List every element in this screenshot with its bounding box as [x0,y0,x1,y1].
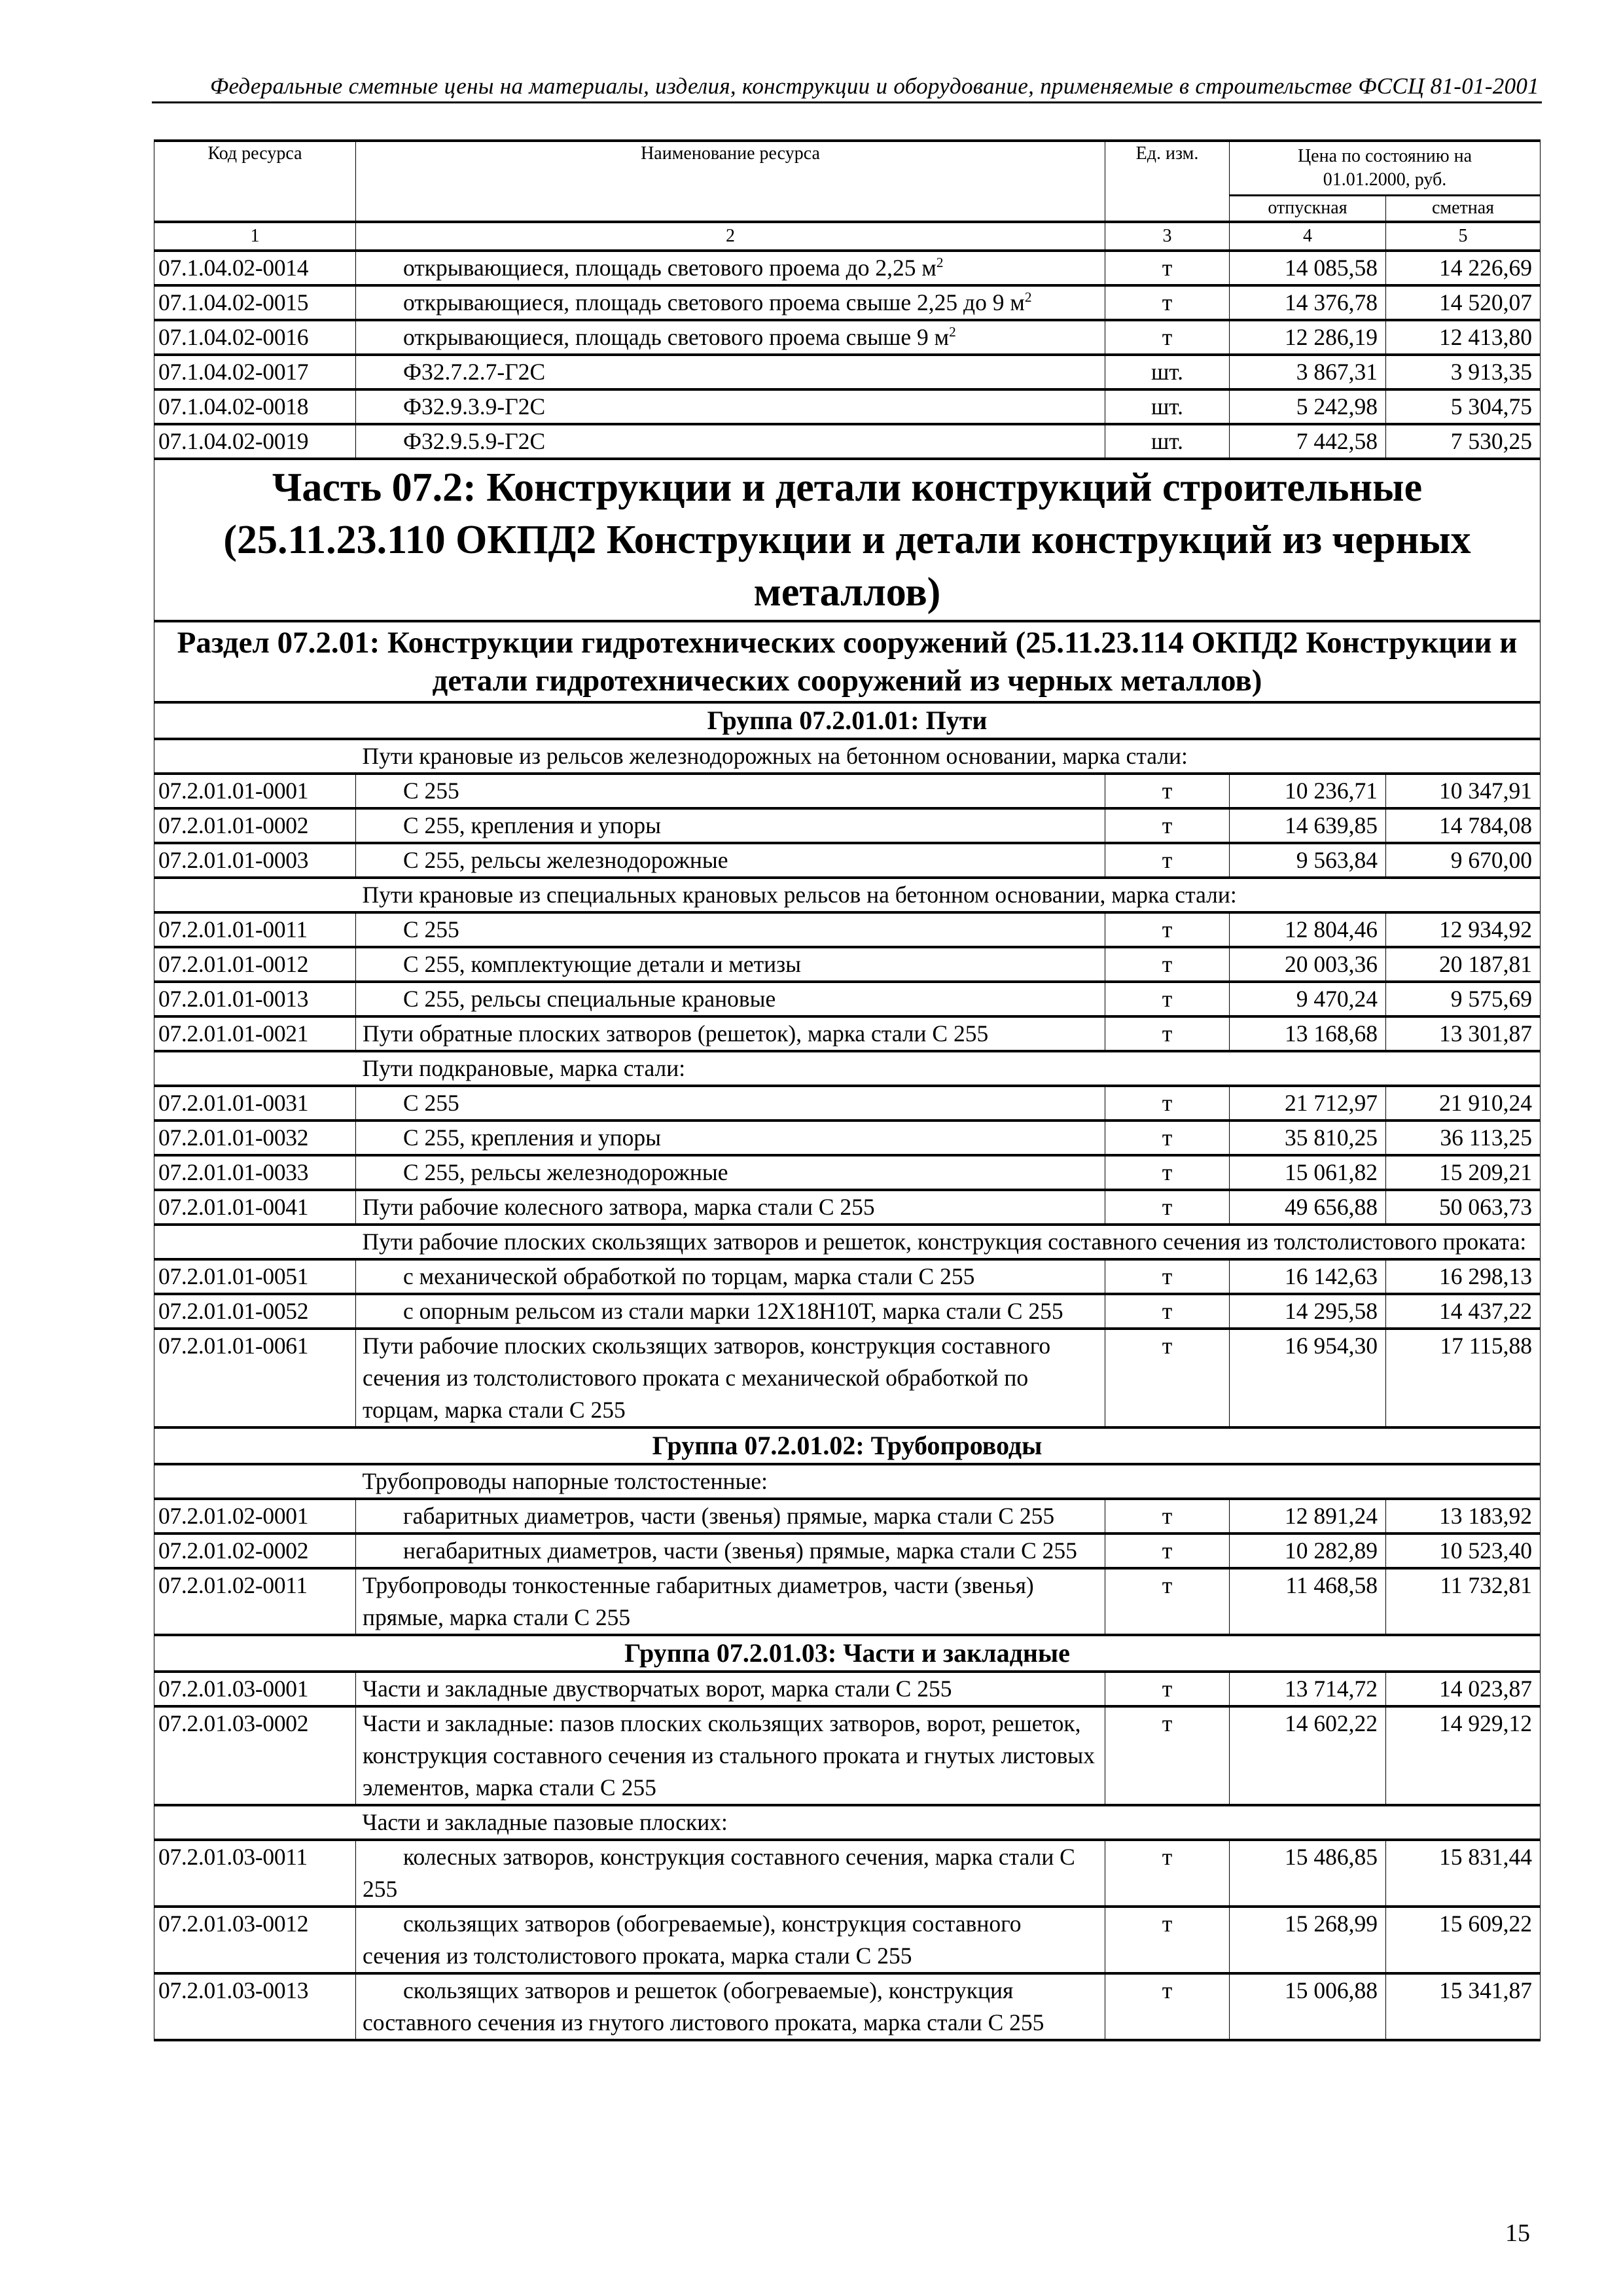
resource-name: с механической обработкой по торцам, марка стали С 255 [356,1259,1105,1294]
resource-code: 07.2.01.03-0001 [154,1672,356,1706]
price-estimate: 14 520,07 [1386,285,1541,320]
table-header-row [154,141,1541,196]
resource-name: открывающиеся, площадь светового проема свыше 9 $м^2$ [356,320,1105,355]
unit: т [1105,1155,1230,1190]
group-heading-row [154,702,1541,739]
unit: шт. [1105,389,1230,424]
subheading: Трубопроводы напорные толстостенные: [356,1464,1541,1499]
table-row [154,1534,1541,1568]
resource-code: 07.2.01.03-0011 [154,1840,356,1907]
group-heading-row [154,1427,1541,1464]
resource-code: 07.2.01.01-0003 [154,843,356,878]
resource-name: Ф32.9.3.9-Г2С [356,389,1105,424]
resource-name: С 255, крепления и упоры [356,1121,1105,1155]
resource-code: 07.2.01.01-0052 [154,1294,356,1329]
table-row [154,251,1541,285]
resource-code: 07.2.01.01-0012 [154,947,356,982]
price-estimate: 14 929,12 [1386,1706,1541,1805]
unit: т [1105,1121,1230,1155]
unit: т [1105,774,1230,808]
unit: шт. [1105,424,1230,459]
table-row [154,1294,1541,1329]
blank-cell [154,739,356,774]
subheading: Пути крановые из специальных крановых рельсов на бетонном основании, марка стали: [356,878,1541,912]
price-release: 13 714,72 [1230,1672,1386,1706]
subheading: Части и закладные пазовые плоских: [356,1805,1541,1840]
unit: т [1105,1973,1230,2040]
resource-code: 07.2.01.01-0013 [154,982,356,1016]
price-estimate: 3 913,35 [1386,355,1541,389]
resource-code: 07.2.01.01-0061 [154,1329,356,1427]
resource-name: Пути рабочие колесного затвора, марка стали С 255 [356,1190,1105,1225]
table-row [154,843,1541,878]
unit: т [1105,1499,1230,1534]
price-release: 14 376,78 [1230,285,1386,320]
price-estimate: 15 831,44 [1386,1840,1541,1907]
unit: т [1105,1016,1230,1051]
price-estimate: 9 670,00 [1386,843,1541,878]
group-heading-row [154,1635,1541,1672]
price-estimate: 11 732,81 [1386,1568,1541,1635]
table-row [154,774,1541,808]
resource-name: Ф32.7.2.7-Г2С [356,355,1105,389]
price-release: 49 656,88 [1230,1190,1386,1225]
price-release: 14 295,58 [1230,1294,1386,1329]
resource-code: 07.1.04.02-0017 [154,355,356,389]
price-estimate: 16 298,13 [1386,1259,1541,1294]
col-number: 4 [1230,222,1386,251]
subheading-row [154,1225,1541,1259]
resource-code: 07.2.01.01-0002 [154,808,356,843]
table-row [154,1840,1541,1907]
unit: т [1105,1329,1230,1427]
page-number: 15 [1505,2219,1530,2247]
table-row [154,1086,1541,1121]
price-release: 15 061,82 [1230,1155,1386,1190]
price-release: 35 810,25 [1230,1121,1386,1155]
subheading-row [154,739,1541,774]
col-number: 5 [1386,222,1541,251]
price-estimate: 5 304,75 [1386,389,1541,424]
blank-cell [154,1464,356,1499]
group-title: Группа 07.2.01.01: Пути [154,702,1541,739]
resource-name: Трубопроводы тонкостенные габаритных диаметров, части (звенья) прямые, марка стали С 255 [356,1568,1105,1635]
resource-code: 07.2.01.02-0002 [154,1534,356,1568]
price-release: 5 242,98 [1230,389,1386,424]
price-release: 15 006,88 [1230,1973,1386,2040]
table-row [154,1907,1541,1973]
table-row [154,320,1541,355]
table-row [154,355,1541,389]
price-release: 14 639,85 [1230,808,1386,843]
unit: т [1105,982,1230,1016]
unit: т [1105,1534,1230,1568]
price-release: 20 003,36 [1230,947,1386,982]
unit: т [1105,320,1230,355]
resource-code: 07.1.04.02-0016 [154,320,356,355]
section-heading-row [154,621,1541,702]
resource-code: 07.2.01.01-0001 [154,774,356,808]
table-row [154,424,1541,459]
unit: т [1105,1568,1230,1635]
blank-cell [154,1051,356,1086]
price-release: 12 804,46 [1230,912,1386,947]
header-price-group: Цена по состоянию на 01.01.2000, руб. [1230,141,1541,196]
resource-code: 07.2.01.01-0041 [154,1190,356,1225]
resource-name: габаритных диаметров, части (звенья) прямые, марка стали С 255 [356,1499,1105,1534]
unit: т [1105,1907,1230,1973]
table-row [154,1973,1541,2040]
price-estimate: 15 609,22 [1386,1907,1541,1973]
resource-name: открывающиеся, площадь светового проема свыше 2,25 до 9 $м^2$ [356,285,1105,320]
price-release: 11 468,58 [1230,1568,1386,1635]
resource-name: с опорным рельсом из стали марки 12Х18Н10Т, марка стали С 255 [356,1294,1105,1329]
resource-name: негабаритных диаметров, части (звенья) прямые, марка стали С 255 [356,1534,1105,1568]
price-release: 10 282,89 [1230,1534,1386,1568]
unit: т [1105,947,1230,982]
unit: т [1105,1840,1230,1907]
subheading-row [154,1051,1541,1086]
part-heading-row [154,459,1541,621]
col-number: 2 [356,222,1105,251]
resource-name: С 255 [356,774,1105,808]
price-estimate: 14 784,08 [1386,808,1541,843]
resource-name: С 255 [356,912,1105,947]
unit: т [1105,1706,1230,1805]
resource-name: С 255, рельсы железнодорожные [356,843,1105,878]
price-estimate: 13 183,92 [1386,1499,1541,1534]
table-row [154,1499,1541,1534]
price-estimate: 10 523,40 [1386,1534,1541,1568]
price-estimate: 50 063,73 [1386,1190,1541,1225]
table-row [154,389,1541,424]
price-release: 15 268,99 [1230,1907,1386,1973]
price-estimate: 9 575,69 [1386,982,1541,1016]
table-row [154,982,1541,1016]
resource-name: Части и закладные двустворчатых ворот, марка стали С 255 [356,1672,1105,1706]
subheading-row [154,1464,1541,1499]
resource-name: Ф32.9.5.9-Г2С [356,424,1105,459]
unit: т [1105,1086,1230,1121]
subheading-row [154,878,1541,912]
unit: т [1105,1672,1230,1706]
section-title: Раздел 07.2.01: Конструкции гидротехнических сооружений (25.11.23.114 ОКПД2 Конструкции и детали гидротехнических сооружений из черных металлов) [154,621,1541,702]
resource-name: Пути рабочие плоских скользящих затворов, конструкция составного сечения из толстолистового проката с механической обработкой по торцам, марка стали С 255 [356,1329,1105,1427]
table-row [154,1568,1541,1635]
resource-name: С 255, крепления и упоры [356,808,1105,843]
table-row [154,1329,1541,1427]
price-release: 21 712,97 [1230,1086,1386,1121]
table-row [154,1190,1541,1225]
table-row [154,285,1541,320]
header-name: Наименование ресурса [356,141,1105,222]
unit: т [1105,285,1230,320]
resource-code: 07.1.04.02-0018 [154,389,356,424]
price-release: 10 236,71 [1230,774,1386,808]
price-estimate: 14 226,69 [1386,251,1541,285]
price-release: 14 602,22 [1230,1706,1386,1805]
resource-code: 07.2.01.03-0013 [154,1973,356,2040]
price-release: 12 286,19 [1230,320,1386,355]
header-unit: Ед. изм. [1105,141,1230,222]
resource-code: 07.1.04.02-0014 [154,251,356,285]
running-header: Федеральные сметные цены на материалы, изделия, конструкции и оборудование, применяемые в строительстве ФССЦ 81-01-2001 [210,73,1539,99]
table-row [154,1121,1541,1155]
resource-code: 07.1.04.02-0019 [154,424,356,459]
price-estimate: 12 413,80 [1386,320,1541,355]
price-estimate: 14 437,22 [1386,1294,1541,1329]
resource-code: 07.2.01.01-0032 [154,1121,356,1155]
price-release: 7 442,58 [1230,424,1386,459]
resource-code: 07.2.01.01-0021 [154,1016,356,1051]
blank-cell [154,1805,356,1840]
price-release: 3 867,31 [1230,355,1386,389]
unit: т [1105,251,1230,285]
header-price-release: отпускная [1230,196,1386,222]
price-release: 16 142,63 [1230,1259,1386,1294]
table-row [154,1706,1541,1805]
resource-name: скользящих затворов (обогреваемые), конструкция составного сечения из толстолистового проката, марка стали С 255 [356,1907,1105,1973]
price-estimate: 12 934,92 [1386,912,1541,947]
unit: т [1105,1259,1230,1294]
table-row [154,1155,1541,1190]
unit: т [1105,1190,1230,1225]
resource-name: С 255 [356,1086,1105,1121]
price-release: 9 563,84 [1230,843,1386,878]
price-release: 15 486,85 [1230,1840,1386,1907]
price-estimate: 17 115,88 [1386,1329,1541,1427]
price-release: 14 085,58 [1230,251,1386,285]
blank-cell [154,878,356,912]
resource-name: колесных затворов, конструкция составного сечения, марка стали С 255 [356,1840,1105,1907]
resource-name: скользящих затворов и решеток (обогреваемые), конструкция составного сечения из гнутого листового проката, марка стали С 255 [356,1973,1105,2040]
price-release: 13 168,68 [1230,1016,1386,1051]
price-estimate: 14 023,87 [1386,1672,1541,1706]
table-row [154,1672,1541,1706]
header-price-estimate: сметная [1386,196,1541,222]
price-estimate: 10 347,91 [1386,774,1541,808]
unit: т [1105,1294,1230,1329]
subheading: Пути рабочие плоских скользящих затворов и решеток, конструкция составного сечения из толстолистового проката: [356,1225,1541,1259]
price-release: 12 891,24 [1230,1499,1386,1534]
resource-name: С 255, рельсы специальные крановые [356,982,1105,1016]
price-estimate: 13 301,87 [1386,1016,1541,1051]
unit: т [1105,808,1230,843]
resource-name: Пути обратные плоских затворов (решеток), марка стали С 255 [356,1016,1105,1051]
price-estimate: 15 209,21 [1386,1155,1541,1190]
unit: т [1105,912,1230,947]
resource-code: 07.2.01.01-0031 [154,1086,356,1121]
table-row [154,808,1541,843]
resource-name: открывающиеся, площадь светового проема до 2,25 $м^2$ [356,251,1105,285]
resource-code: 07.2.01.03-0012 [154,1907,356,1973]
price-release: 9 470,24 [1230,982,1386,1016]
unit: т [1105,843,1230,878]
header-code: Код ресурса [154,141,356,222]
column-number-row [154,222,1541,251]
price-release: 16 954,30 [1230,1329,1386,1427]
table-row [154,912,1541,947]
resource-name: С 255, комплектующие детали и метизы [356,947,1105,982]
header-rule [152,101,1542,103]
price-estimate: 20 187,81 [1386,947,1541,982]
blank-cell [154,1225,356,1259]
resource-code: 07.2.01.01-0051 [154,1259,356,1294]
price-estimate: 21 910,24 [1386,1086,1541,1121]
resource-code: 07.2.01.01-0033 [154,1155,356,1190]
resource-code: 07.1.04.02-0015 [154,285,356,320]
resource-code: 07.2.01.02-0011 [154,1568,356,1635]
resource-code: 07.2.01.01-0011 [154,912,356,947]
subheading: Пути крановые из рельсов железнодорожных на бетонном основании, марка стали: [356,739,1541,774]
resource-name: Части и закладные: пазов плоских скользящих затворов, ворот, решеток, конструкция составного сечения из стального проката и гнутых листовых элементов, марка стали С 255 [356,1706,1105,1805]
subheading: Пути подкрановые, марка стали: [356,1051,1541,1086]
table-row [154,1259,1541,1294]
resource-name: С 255, рельсы железнодорожные [356,1155,1105,1190]
col-number: 3 [1105,222,1230,251]
group-title: Группа 07.2.01.02: Трубопроводы [154,1427,1541,1464]
table-row [154,1016,1541,1051]
unit: шт. [1105,355,1230,389]
resource-code: 07.2.01.02-0001 [154,1499,356,1534]
group-title: Группа 07.2.01.03: Части и закладные [154,1635,1541,1672]
price-estimate: 15 341,87 [1386,1973,1541,2040]
price-estimate: 7 530,25 [1386,424,1541,459]
col-number: 1 [154,222,356,251]
table-row [154,947,1541,982]
part-title: Часть 07.2: Конструкции и детали конструкций строительные (25.11.23.110 ОКПД2 Конструкции и детали конструкций из черных металлов) [154,459,1541,621]
resource-code: 07.2.01.03-0002 [154,1706,356,1805]
price-estimate: 36 113,25 [1386,1121,1541,1155]
subheading-row [154,1805,1541,1840]
price-table [154,139,1541,2041]
